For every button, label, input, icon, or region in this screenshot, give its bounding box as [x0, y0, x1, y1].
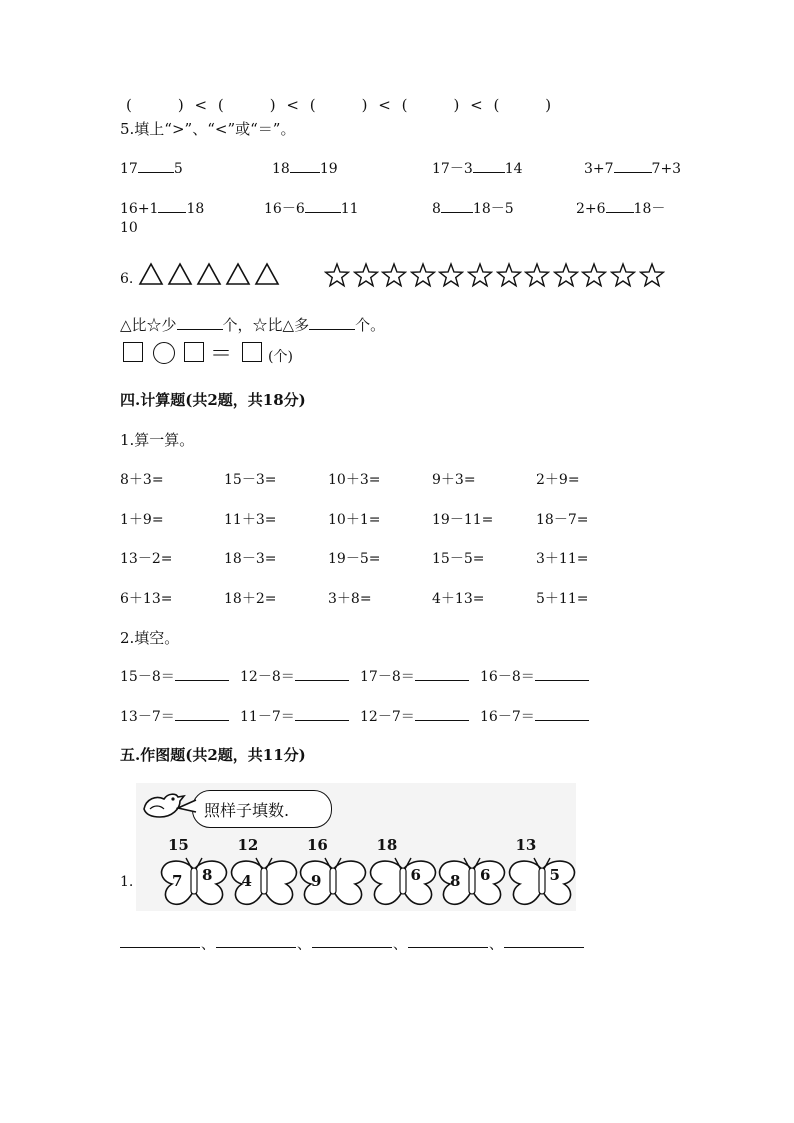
star-shape: [438, 262, 464, 288]
butterfly-sum: 15: [168, 836, 189, 854]
answer-blank[interactable]: [158, 198, 186, 213]
calc-problem: 18＋2=: [224, 590, 277, 607]
compare-item: 8 18－5: [432, 198, 514, 218]
operator-circle[interactable]: [153, 342, 175, 364]
answer-blank[interactable]: [441, 198, 473, 213]
star-shape: [324, 262, 350, 288]
butterfly-sum: 18: [376, 836, 398, 854]
q6-sentence: △比☆少 个，☆比△多 个。: [120, 316, 386, 334]
answer-blank[interactable]: [177, 315, 223, 330]
fill-problem: 17－8＝: [360, 666, 469, 686]
separator: 、: [393, 937, 407, 953]
paren: ): [269, 96, 276, 114]
answer-blank[interactable]: [535, 666, 589, 681]
less-than: <: [194, 96, 208, 114]
star-shape: [381, 262, 407, 288]
compare-item: 17 5: [120, 158, 183, 177]
paren: ): [545, 96, 552, 114]
fill-problem: 12－8＝: [240, 666, 349, 686]
fill-problem: 16－7＝: [480, 706, 589, 726]
bubble-text: 照样子填数.: [204, 801, 290, 820]
butterfly-icon: [297, 852, 369, 912]
answer-line[interactable]: [120, 946, 200, 948]
paren: (: [401, 96, 408, 114]
triangle-shape: [138, 262, 164, 286]
equals-sign: ＝: [210, 342, 233, 367]
butterfly: [228, 838, 300, 910]
butterfly-icon: [367, 852, 439, 912]
answer-blank[interactable]: [305, 198, 341, 213]
triangle-shape: [225, 262, 251, 286]
section4-q1-title: 1.算一算。: [120, 431, 195, 449]
answer-blank[interactable]: [614, 158, 652, 173]
fill-problem: 12－7＝: [360, 706, 469, 726]
butterfly-sum: 12: [237, 836, 259, 854]
less-than: <: [378, 96, 391, 114]
answer-blank[interactable]: [415, 666, 469, 681]
paren: ): [361, 96, 368, 114]
fill-problem: 15－8＝: [120, 666, 229, 686]
answer-blank[interactable]: [309, 315, 355, 330]
butterfly: [297, 838, 369, 910]
answer-blank[interactable]: [295, 666, 349, 681]
butterfly-right-number: 5: [549, 866, 560, 884]
answer-blank[interactable]: [138, 158, 174, 173]
butterfly-icon: [506, 852, 578, 912]
calc-problem: 9＋3=: [432, 472, 476, 488]
calc-problem: 4＋13=: [432, 590, 485, 607]
fill-problem: 16－8＝: [480, 666, 589, 686]
answer-line[interactable]: [408, 946, 488, 948]
calc-problem: 3＋8=: [328, 590, 372, 607]
wrapped-text: 10: [120, 220, 138, 236]
calc-problem: 1＋9=: [120, 511, 164, 528]
star-shape: [581, 262, 607, 288]
answer-box[interactable]: [123, 342, 143, 362]
compare-item: 18 19: [272, 158, 338, 177]
star-shape: [467, 262, 493, 288]
star-shape: [553, 262, 579, 288]
paren: ): [177, 96, 184, 114]
butterfly-left-number: 8: [450, 872, 461, 890]
triangle-shape: [254, 262, 280, 286]
answer-line[interactable]: [312, 946, 392, 948]
answer-blank[interactable]: [175, 666, 229, 681]
paren: ): [453, 96, 460, 114]
compare-item: 2+6 18－: [576, 198, 665, 218]
calc-problem: 15－5=: [432, 551, 485, 567]
butterfly-right-number: 8: [202, 866, 213, 884]
answer-blank[interactable]: [290, 158, 320, 173]
answer-blank[interactable]: [535, 706, 589, 721]
star-shape: [410, 262, 436, 288]
bubble-tail: [176, 798, 198, 816]
calc-problem: 18－7=: [536, 511, 589, 528]
butterfly-left-number: 9: [311, 872, 322, 890]
calc-problem: 6＋13=: [120, 590, 173, 607]
paren: (: [126, 96, 132, 114]
butterfly-icon: [158, 852, 230, 912]
paren: (: [493, 96, 500, 114]
butterfly-right-number: 6: [480, 866, 491, 884]
butterfly-sum: 16: [307, 836, 328, 854]
butterfly-sum: 13: [515, 836, 537, 854]
compare-item: 16－6 11: [264, 198, 359, 218]
separator: 、: [297, 937, 311, 953]
butterfly-left-number: 4: [241, 872, 252, 890]
order-row: [126, 96, 551, 114]
section4-q2-title: 2.填空。: [120, 629, 180, 647]
star-shape: [353, 262, 379, 288]
answer-box[interactable]: [242, 342, 262, 362]
q5-title: 5.填上“>”、“<”或“＝”。: [120, 120, 296, 138]
triangle-shape: [196, 262, 222, 286]
star-shape: [639, 262, 665, 288]
butterfly-left-number: 7: [172, 872, 183, 890]
calc-problem: 11＋3=: [224, 511, 277, 528]
unit-label: (个): [268, 349, 293, 365]
butterfly-icon: [228, 852, 300, 912]
calc-problem: 15－3=: [224, 472, 277, 488]
star-shape: [496, 262, 522, 288]
calc-problem: 10＋3=: [328, 472, 381, 488]
section4-heading: 四.计算题(共2题，共18分): [120, 391, 306, 409]
calc-problem: 10＋1=: [328, 511, 381, 528]
answer-line[interactable]: [504, 946, 584, 948]
paren: (: [309, 96, 316, 114]
answer-blank[interactable]: [606, 198, 634, 213]
less-than: <: [286, 96, 299, 114]
answer-box[interactable]: [184, 342, 204, 362]
butterfly-icon: [436, 852, 508, 912]
answer-line[interactable]: [216, 946, 296, 948]
triangle-shape: [167, 262, 193, 286]
separator: 、: [201, 937, 215, 953]
answer-blank[interactable]: [415, 706, 469, 721]
butterfly: [367, 838, 439, 910]
section5-heading: 五.作图题(共2题，共11分): [120, 746, 306, 764]
q6-label: 6.: [120, 271, 134, 287]
calc-problem: 18－3=: [224, 551, 277, 567]
calc-problem: 19－11=: [432, 511, 494, 528]
star-shape: [524, 262, 550, 288]
answer-blank[interactable]: [473, 158, 505, 173]
section5-q1-label: 1.: [120, 874, 134, 890]
butterfly: [436, 838, 508, 910]
paren: (: [217, 96, 224, 114]
calc-problem: 2＋9=: [536, 472, 580, 488]
separator: 、: [489, 937, 503, 953]
fill-problem: 11－7＝: [240, 706, 349, 726]
fill-problem: 13－7＝: [120, 706, 229, 726]
less-than: <: [470, 96, 483, 114]
calc-problem: 8＋3=: [120, 472, 164, 488]
calc-problem: 13－2=: [120, 551, 173, 567]
answer-blank[interactable]: [295, 706, 349, 721]
calc-problem: 3＋11=: [536, 551, 589, 567]
compare-item: 3+7 7+3: [584, 158, 681, 177]
compare-item: 16+1 18: [120, 198, 204, 217]
answer-blank[interactable]: [175, 706, 229, 721]
butterfly-right-number: 6: [410, 866, 421, 884]
compare-item: 17－3 14: [432, 158, 523, 178]
calc-problem: 5＋11=: [536, 590, 589, 607]
butterfly: [158, 838, 230, 910]
calc-problem: 19－5=: [328, 551, 381, 567]
butterfly: [506, 838, 578, 910]
star-shape: [610, 262, 636, 288]
